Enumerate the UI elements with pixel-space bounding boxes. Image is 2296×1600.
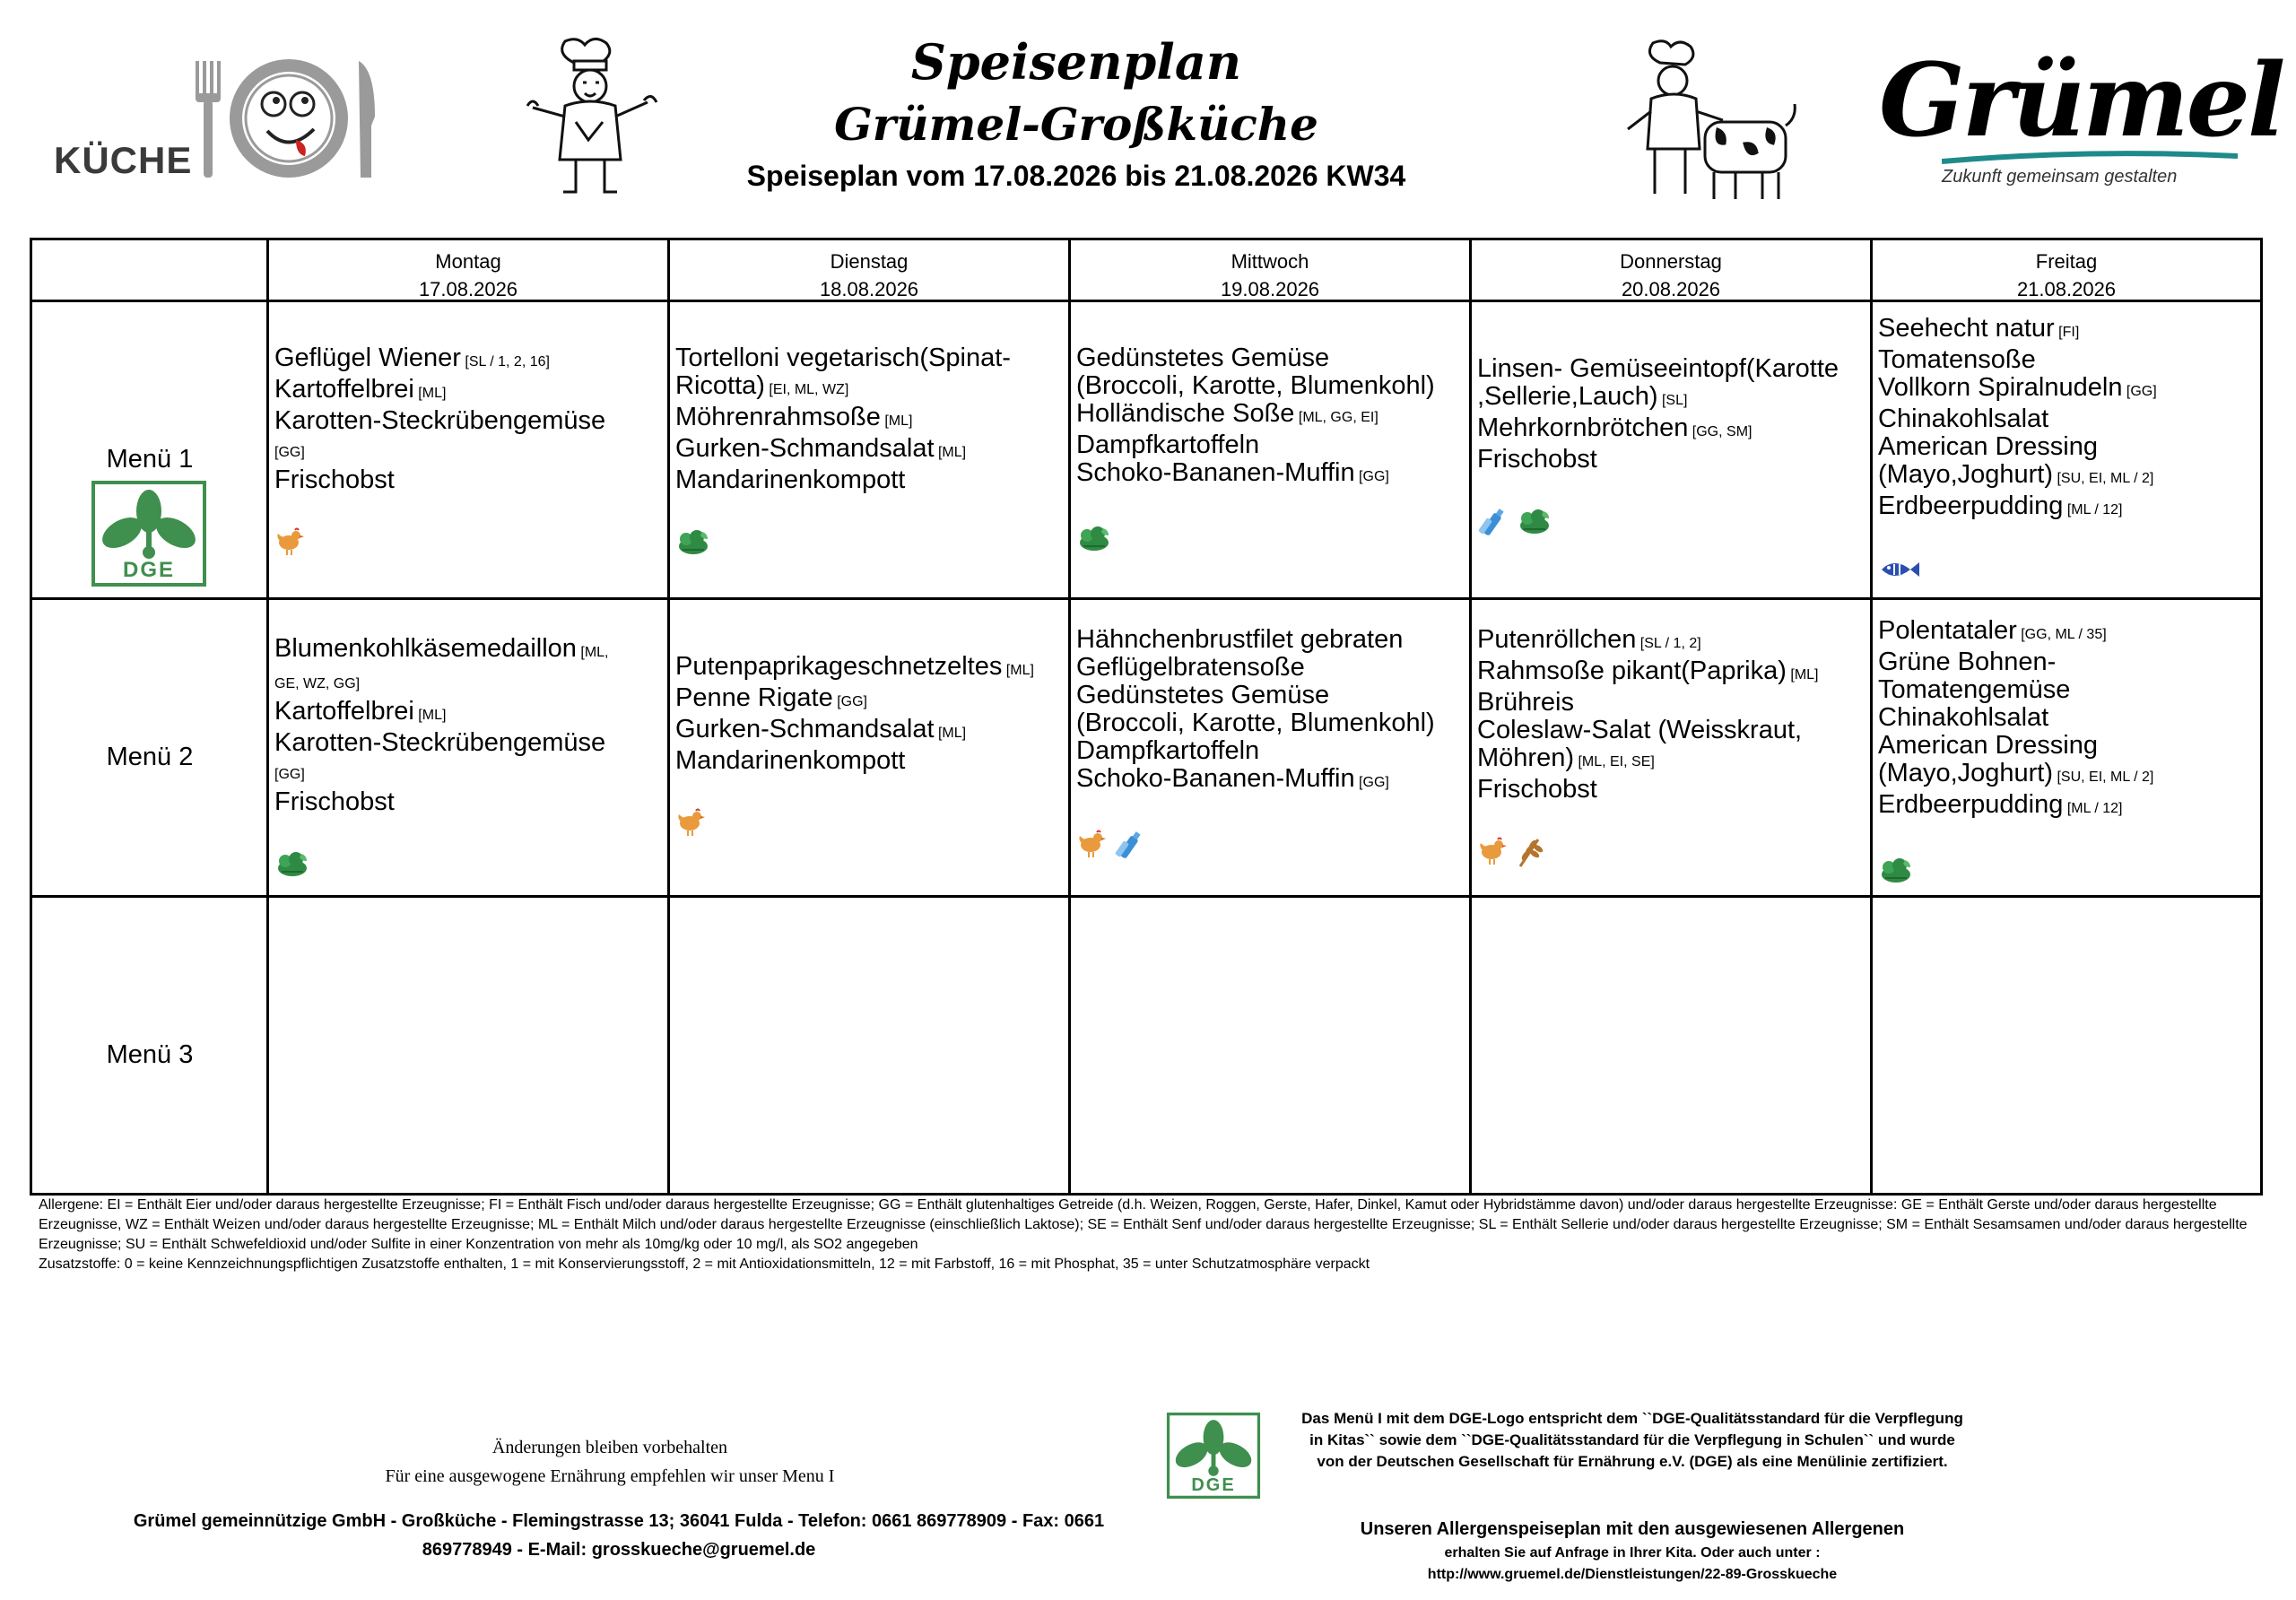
dish-line [1076, 344, 1467, 372]
dish-line [1878, 461, 2262, 492]
dish-name: Mandarinenkompott [675, 465, 906, 494]
allergen-codes: [EI, ML, WZ] [764, 382, 849, 397]
dish-line [1076, 737, 1467, 765]
kueche-logo [54, 54, 386, 188]
allergen-codes: [SL / 1, 2] [1636, 636, 1701, 651]
dish-line [274, 435, 665, 466]
diet-icons [1878, 855, 2262, 891]
day-date: 17.08.2026 [418, 278, 518, 300]
page-title: Speisenplan [910, 33, 1242, 91]
allergen-legend [39, 1196, 2272, 1274]
meal-m1-fri [1878, 315, 2262, 589]
meal-m1-wed [1076, 344, 1467, 560]
meal-m3-mon [269, 898, 667, 1194]
dish-line [675, 684, 1066, 716]
dish-line [1477, 626, 1868, 657]
dish-line [1477, 446, 1868, 474]
dish-line [1477, 657, 1868, 689]
dish-line [1477, 355, 1868, 383]
dish-name: Tomatensoße [1878, 345, 2036, 374]
dish-line [675, 653, 1066, 684]
dish-name: Holländische Soße [1076, 399, 1295, 428]
dish-name: Seehecht natur [1878, 314, 2055, 343]
chef-cow-illustration [1619, 36, 1798, 206]
dish-line [274, 376, 665, 407]
day-header-thu [1472, 248, 1870, 303]
dish-name: Brühreis [1477, 688, 1574, 717]
company-line-2: 869778949 - E-Mail: grosskueche@gruemel.de [422, 1540, 816, 1560]
dish-line [1076, 765, 1467, 796]
chicken-icon [274, 526, 305, 563]
grain-icon [1515, 836, 1545, 874]
allergen-codes: [SU, EI, ML / 2] [2053, 770, 2154, 785]
dge-note-line-3: von der Deutschen Gesellschaft für Ernährung e.V. (DGE) als eine Menülinie zertifiziert. [1317, 1453, 1948, 1470]
dish-line [274, 407, 665, 435]
dish-line [1076, 654, 1467, 682]
dish-line [1878, 732, 2262, 760]
recommend-note: Für eine ausgewogene Ernährung empfehlen wir unser Menu I [385, 1466, 835, 1486]
dish-line [1477, 717, 1868, 744]
dish-name: Erdbeerpudding [1878, 491, 2064, 520]
dish-line [1878, 791, 2262, 822]
allergen-codes: [GG] [274, 445, 305, 460]
dish-line [1477, 414, 1868, 446]
dish-line [1878, 405, 2262, 433]
dish-line [675, 344, 1066, 372]
day-header-wed [1071, 248, 1469, 303]
dish-name: Karotten-Steckrübengemüse [274, 406, 606, 435]
dish-line [1076, 709, 1467, 737]
allergen-codes: [SL / 1, 2, 16] [460, 354, 550, 370]
dish-name: Dampfkartoffeln [1076, 736, 1260, 765]
dish-line [1878, 346, 2262, 374]
allergen-codes: [ML] [413, 386, 447, 401]
menu-3-label: Menü 3 [106, 1040, 194, 1069]
menu-2-label: Menü 2 [106, 743, 194, 771]
allergen-codes: [GG, SM] [1688, 424, 1752, 439]
dish-line [1477, 383, 1868, 414]
meal-m2-mon [274, 635, 665, 885]
dish-name: Polentataler [1878, 616, 2017, 645]
vegetable-icon [675, 526, 711, 563]
allergen-codes: GE, WZ, GG] [274, 676, 361, 691]
dish-line [1878, 704, 2262, 732]
dish-line [274, 698, 665, 729]
vegetable-icon [274, 848, 310, 885]
day-header-mon [269, 248, 667, 303]
dish-name: Gedünstetes Gemüse [1076, 681, 1330, 709]
allergen-codes: [ML] [1002, 663, 1034, 678]
dish-name: Hähnchenbrustfilet gebraten [1076, 625, 1404, 654]
dish-line [274, 729, 665, 757]
dish-name: Kartoffelbrei [274, 375, 414, 404]
dish-name: Dampfkartoffeln [1076, 430, 1260, 459]
dish-line [1477, 776, 1868, 804]
dish-name: (Mayo,Joghurt) [1878, 460, 2054, 489]
company-info [81, 1507, 1157, 1564]
diet-icons [1076, 523, 1467, 560]
chicken-icon [1477, 836, 1508, 874]
dish-name: American Dressing [1878, 731, 2098, 760]
dish-line [1076, 400, 1467, 431]
dish-line [1878, 315, 2262, 346]
dish-name: Tortelloni vegetarisch(Spinat- [675, 343, 1011, 372]
day-name: Freitag [2035, 250, 2098, 273]
dish-name: Gedünstetes Gemüse [1076, 343, 1330, 372]
meal-m3-tue [670, 898, 1068, 1194]
company-line-1: Grümel gemeinnützige GmbH - Großküche - Flemingstrasse 13; 36041 Fulda - Telefon: 0661 869778909 - Fax: 0661 [133, 1511, 1105, 1531]
day-date: 18.08.2026 [819, 278, 919, 300]
meal-m2-wed [1076, 626, 1467, 867]
allergen-plan-line-1: Unseren Allergenspeiseplan mit den ausgewiesenen Allergenen [1360, 1519, 1905, 1539]
allergen-codes: [ML] [413, 708, 447, 723]
allergen-codes: [GG] [1354, 469, 1389, 484]
dish-line [675, 372, 1066, 404]
diet-icons [274, 848, 665, 885]
diet-icons [274, 526, 665, 563]
dish-name: Putenpaprikageschnetzeltes [675, 652, 1003, 681]
allergen-codes: [ML] [880, 413, 913, 429]
allergen-codes: [GG] [832, 694, 867, 709]
dish-line [1878, 676, 2262, 704]
day-name: Donnerstag [1620, 250, 1722, 273]
allergen-codes: [ML, EI, SE] [1574, 754, 1655, 770]
changes-note: Änderungen bleiben vorbehalten [491, 1438, 728, 1457]
dish-name: Gurken-Schmandsalat [675, 715, 935, 743]
dish-name: Blumenkohlkäsemedaillon [274, 634, 577, 663]
dish-name: ,Sellerie,Lauch) [1477, 382, 1658, 411]
dish-name: Chinakohlsalat [1878, 404, 2049, 433]
menu-table [30, 238, 2263, 1196]
additives-text: Zusatzstoffe: 0 = keine Kennzeichnungspflichtigen Zusatzstoffe enthalten, 1 = mit Konservierungsstoff, 2 = mit Antioxidationsmitteln, 12 = mit Farbstoff, 16 = mit Phosphat, 35 = unter Schutzatmosphäre verpackt [39, 1257, 1370, 1272]
dish-line [675, 466, 1066, 494]
diet-icons [1076, 829, 1467, 867]
diet-icons [675, 807, 1066, 844]
fish-icon [1878, 556, 1921, 589]
day-date: 19.08.2026 [1220, 278, 1320, 300]
day-header-tue [670, 248, 1068, 303]
allergen-codes: [GG] [1354, 775, 1389, 790]
diet-icons [1477, 836, 1868, 874]
dish-name: Frischobst [1477, 775, 1597, 804]
dish-line [1878, 760, 2262, 791]
dish-name: Gurken-Schmandsalat [675, 434, 935, 463]
chicken-icon [1076, 829, 1107, 867]
dge-logo-text: DGE [122, 558, 175, 582]
dish-line [675, 716, 1066, 747]
allergen-codes: [ML] [934, 445, 967, 460]
dish-name: Vollkorn Spiralnudeln [1878, 373, 2123, 402]
dge-note-line-2: in Kitas`` sowie dem ``DGE-Qualitätsstandard für die Verpflegung in Schulen`` und wurde [1309, 1431, 1955, 1448]
dge-logo [91, 481, 206, 587]
gruemel-logo-wordmark: Grümel [1879, 42, 2283, 160]
allergen-codes: [SU, EI, ML / 2] [2053, 471, 2154, 486]
dish-name: Schoko-Bananen-Muffin [1076, 764, 1355, 793]
meal-m2-tue [675, 653, 1066, 844]
dish-line [1878, 492, 2262, 524]
diet-icons [1477, 506, 1868, 544]
allergen-codes: [ML, GG, EI] [1294, 410, 1378, 425]
day-header-fri [1873, 248, 2260, 303]
dish-line [1076, 682, 1467, 709]
allergen-codes: [ML, [576, 645, 609, 660]
day-name: Dienstag [830, 250, 909, 273]
dish-name: Linsen- Gemüseeintopf(Karotte [1477, 354, 1839, 383]
dish-name: Karotten-Steckrübengemüse [274, 728, 606, 757]
dish-line [1477, 689, 1868, 717]
dish-name: Rahmsoße pikant(Paprika) [1477, 657, 1787, 685]
dish-name: Frischobst [1477, 445, 1597, 474]
meal-m3-thu [1472, 898, 1870, 1194]
dish-name: Mehrkornbrötchen [1477, 413, 1689, 442]
dge-note-line-1: Das Menü I mit dem DGE-Logo entspricht dem ``DGE-Qualitätsstandard für die Verpflegung [1301, 1410, 1963, 1427]
allergen-plan-line-2: erhalten Sie auf Anfrage in Ihrer Kita. Oder auch unter : [1444, 1545, 1821, 1561]
dish-line [274, 757, 665, 788]
dish-line [675, 747, 1066, 775]
dish-name: Tomatengemüse [1878, 675, 2071, 704]
dish-name: Schoko-Bananen-Muffin [1076, 458, 1355, 487]
dish-name: Erdbeerpudding [1878, 790, 2064, 819]
dish-name: American Dressing [1878, 432, 2098, 461]
dish-name: Frischobst [274, 787, 395, 816]
dish-name: Penne Rigate [675, 683, 833, 712]
kueche-logo-text: KÜCHE [54, 139, 193, 181]
allergen-codes: [GG, ML / 35] [2016, 627, 2107, 642]
dish-line [1878, 374, 2262, 405]
dish-line [1076, 626, 1467, 654]
dish-name: Putenröllchen [1477, 625, 1637, 654]
meal-m1-tue [675, 344, 1066, 563]
allergen-text: Allergene: EI = Enthält Eier und/oder daraus hergestellte Erzeugnisse; FI = Enthält Fisch und/oder daraus hergestellte Erzeugnisse; GG = Enthält glutenhaltiges Getreide (d.h. Weizen, Roggen, Gerste, Hafer, Dinkel, Kamut oder Hybridstämme davon) und/oder daraus hergestellte Erzeugnisse: GE = Enthält Gerste und/oder daraus hergestellte Erzeugnisse, WZ = Enthält Weizen und/oder daraus hergestellte Erzeugnisse; ML = Enthält Milch und/oder daraus hergestellte Erzeugnisse (einschließlich Laktose); SE = Enthält Senf und/oder daraus hergestellte Erzeugnisse; SL = Enthält Sellerie und/oder daraus hergestellte Erzeugnisse; SM = Enthält Sesamsamen und/oder daraus hergestellte Erzeugnisse; SU = Enthält Schwefeldioxid und/oder Sulfite in einer Konzentration von mehr als 10mg/kg oder 10 mg/l, als SO2 angegeben [39, 1197, 2248, 1252]
gruemel-logo [1879, 42, 2283, 200]
dish-line [274, 788, 665, 816]
allergen-codes: [ML / 12] [2063, 502, 2123, 517]
day-date: 20.08.2026 [1621, 278, 1721, 300]
dish-name: Geflügelbratensoße [1076, 653, 1305, 682]
allergen-codes: [GG] [274, 767, 305, 782]
dish-line [274, 635, 665, 666]
meal-m2-fri [1878, 617, 2262, 891]
allergen-codes: [ML] [1786, 667, 1819, 683]
dish-line [1878, 433, 2262, 461]
meal-m1-thu [1477, 355, 1868, 544]
vegetable-icon [1517, 506, 1552, 544]
meal-m2-thu [1477, 626, 1868, 874]
recommendation-note [296, 1433, 924, 1491]
meal-m3-fri [1873, 898, 2260, 1194]
dge-certification-note [1238, 1408, 2027, 1473]
vegetable-icon [1076, 523, 1112, 560]
dish-line [274, 466, 665, 494]
dish-line [1076, 431, 1467, 459]
meal-m3-wed [1071, 898, 1469, 1194]
dish-line [1477, 744, 1868, 776]
dish-name: Coleslaw-Salat (Weisskraut, [1477, 716, 1803, 744]
day-name: Mittwoch [1231, 250, 1309, 273]
dish-line [675, 404, 1066, 435]
dish-line [274, 344, 665, 376]
dish-name: Kartoffelbrei [274, 697, 414, 726]
allergen-codes: [GG] [2122, 384, 2157, 399]
dish-line [1878, 617, 2262, 648]
allergen-codes: [FI] [2054, 325, 2080, 340]
dish-name: Frischobst [274, 465, 395, 494]
chicken-icon [675, 807, 706, 844]
dish-name: Chinakohlsalat [1878, 703, 2049, 732]
dish-name: Mandarinenkompott [675, 746, 906, 775]
dish-name: Möhren) [1477, 743, 1574, 772]
vegetable-icon [1878, 855, 1914, 891]
dish-line [274, 666, 665, 698]
dish-line [1076, 372, 1467, 400]
dish-name: (Broccoli, Karotte, Blumenkohl) [1076, 371, 1435, 400]
page-title-kitchen: Grümel-Großküche [834, 98, 1318, 151]
allergen-plan-note [1229, 1516, 2036, 1586]
allergen-plan-url[interactable]: http://www.gruemel.de/Dienstleistungen/22-89-Grosskueche [1427, 1567, 1838, 1582]
menu-1-label: Menü 1 [106, 445, 194, 474]
dish-name: Möhrenrahmsoße [675, 403, 881, 431]
dish-line [675, 435, 1066, 466]
day-name: Montag [435, 250, 501, 273]
milk-bottle-icon [1477, 506, 1509, 544]
dish-name: (Mayo,Joghurt) [1878, 759, 2054, 787]
diet-icons [1878, 556, 2262, 589]
milk-bottle-icon [1114, 829, 1146, 867]
gruemel-logo-tagline: Zukunft gemeinsam gestalten [1942, 167, 2178, 187]
dish-line [1076, 459, 1467, 491]
day-date: 21.08.2026 [2016, 278, 2117, 300]
dish-line [1878, 648, 2262, 676]
week-range: Speiseplan vom 17.08.2026 bis 21.08.2026 KW34 [746, 160, 1406, 192]
dish-name: Grüne Bohnen- [1878, 648, 2057, 676]
meal-m1-mon [274, 344, 665, 563]
dish-name: (Broccoli, Karotte, Blumenkohl) [1076, 709, 1435, 737]
diet-icons [675, 526, 1066, 563]
allergen-codes: [ML / 12] [2063, 801, 2123, 816]
dish-name: Geflügel Wiener [274, 343, 461, 372]
allergen-codes: [SL] [1657, 393, 1688, 408]
chef-illustration [520, 36, 664, 206]
dge-logo-footer-text: DGE [1191, 1475, 1236, 1495]
allergen-codes: [ML] [934, 726, 967, 741]
dish-name: Ricotta) [675, 371, 765, 400]
